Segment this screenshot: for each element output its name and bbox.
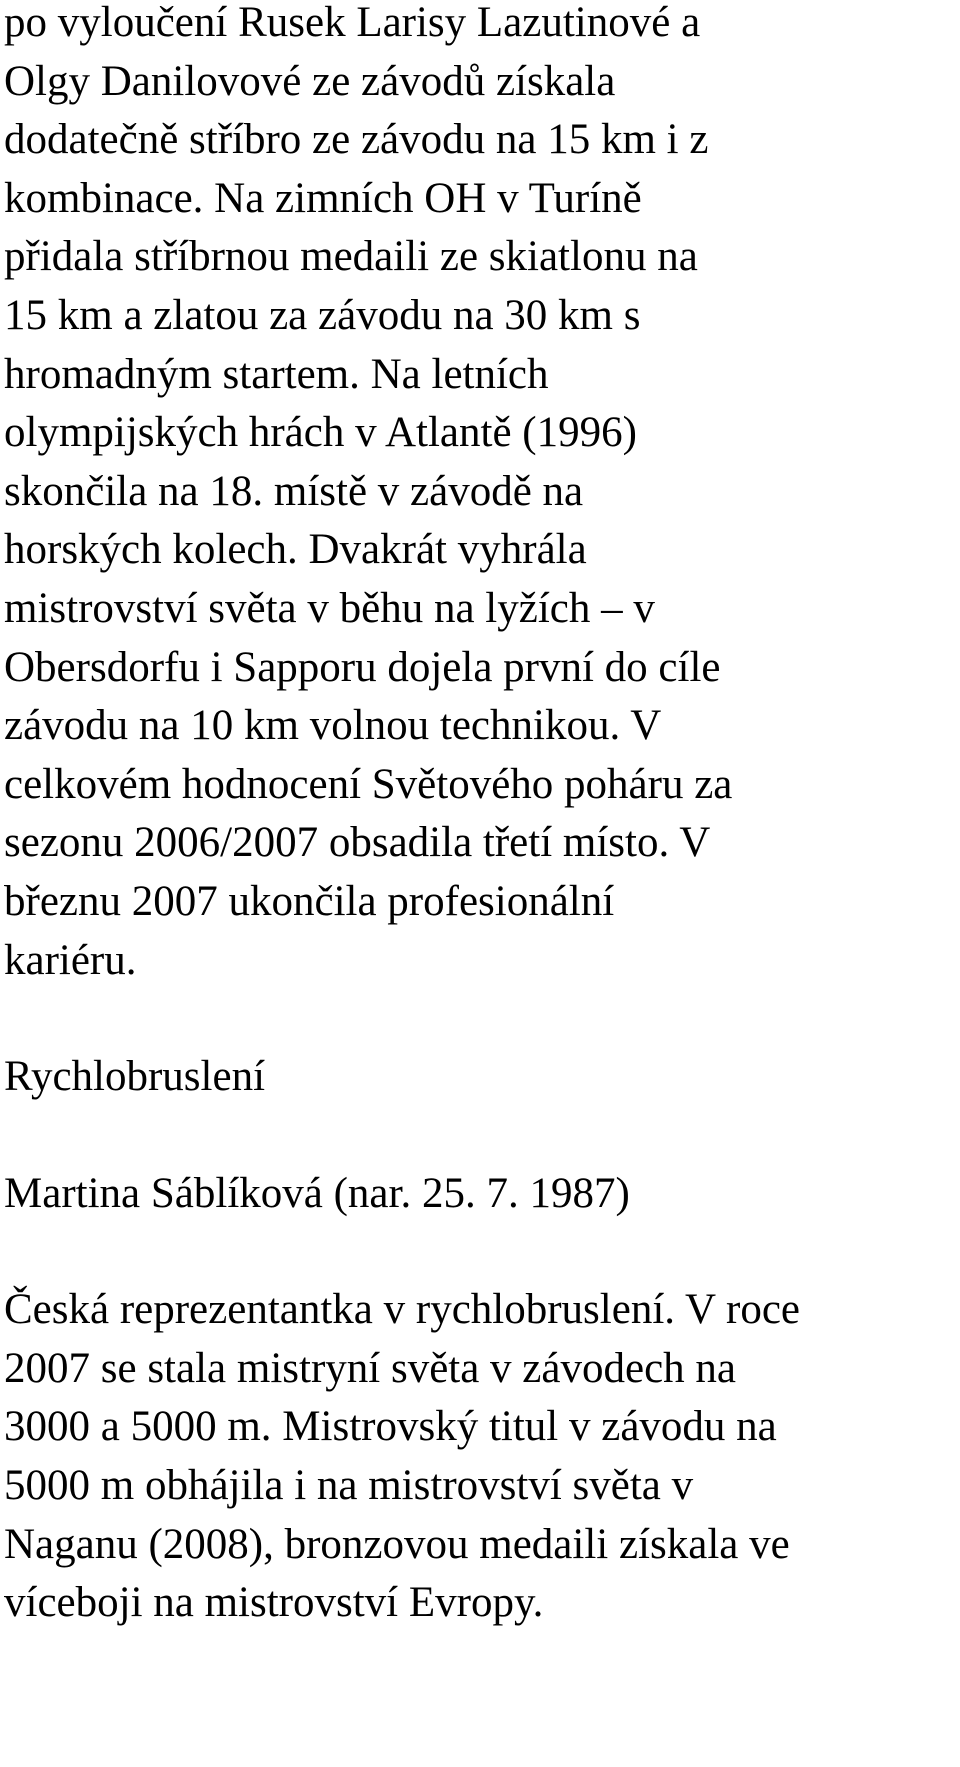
text-line: závodu na 10 km volnou technikou. V — [4, 702, 662, 750]
person-heading-text: Martina Sáblíková (nar. 25. 7. 1987) — [4, 1169, 630, 1217]
text-line: sezonu 2006/2007 obsadila třetí místo. V — [4, 819, 711, 867]
text-line: dodatečně stříbro ze závodu na 15 km i z — [4, 116, 709, 164]
text-line: horských kolech. Dvakrát vyhrála — [4, 526, 587, 574]
person-heading — [4, 1165, 954, 1224]
text-line: víceboji na mistrovství Evropy. — [4, 1579, 544, 1627]
text-line: po vyloučení Rusek Larisy Lazutinové a — [4, 0, 701, 46]
text-line: skončila na 18. místě v závodě na — [4, 467, 584, 515]
section-heading — [4, 1048, 954, 1107]
text-line: přidala stříbrnou medaili ze skiatlonu na — [4, 233, 698, 281]
text-line: Česká reprezentantka v rychlobruslení. V roce — [4, 1286, 801, 1334]
text-line: 2007 se stala mistryní světa v závodech na — [4, 1344, 736, 1392]
section-heading-text: Rychlobruslení — [4, 1053, 266, 1101]
text-line: Olgy Danilovové ze závodů získala — [4, 57, 616, 105]
paragraph-biathlon-career — [4, 0, 954, 990]
paragraph-speed-skating-career — [4, 1281, 954, 1633]
text-line: mistrovství světa v běhu na lyžích – v — [4, 584, 655, 632]
text-line: kombinace. Na zimních OH v Turíně — [4, 174, 642, 222]
text-line: celkovém hodnocení Světového poháru za — [4, 760, 733, 808]
text-line: 3000 a 5000 m. Mistrovský titul v závodu na — [4, 1403, 777, 1451]
text-line: Naganu (2008), bronzovou medaili získala ve — [4, 1520, 790, 1568]
text-line: Obersdorfu i Sapporu dojela první do cíle — [4, 643, 721, 691]
text-line: kariéru. — [4, 936, 137, 984]
text-line: olympijských hrách v Atlantě (1996) — [4, 409, 637, 457]
text-line: 5000 m obhájila i na mistrovství světa v — [4, 1462, 694, 1510]
text-line: březnu 2007 ukončila profesionální — [4, 877, 615, 925]
text-line: hromadným startem. Na letních — [4, 350, 549, 398]
text-line: 15 km a zlatou za závodu na 30 km s — [4, 291, 641, 339]
document-page — [4, 0, 954, 1633]
